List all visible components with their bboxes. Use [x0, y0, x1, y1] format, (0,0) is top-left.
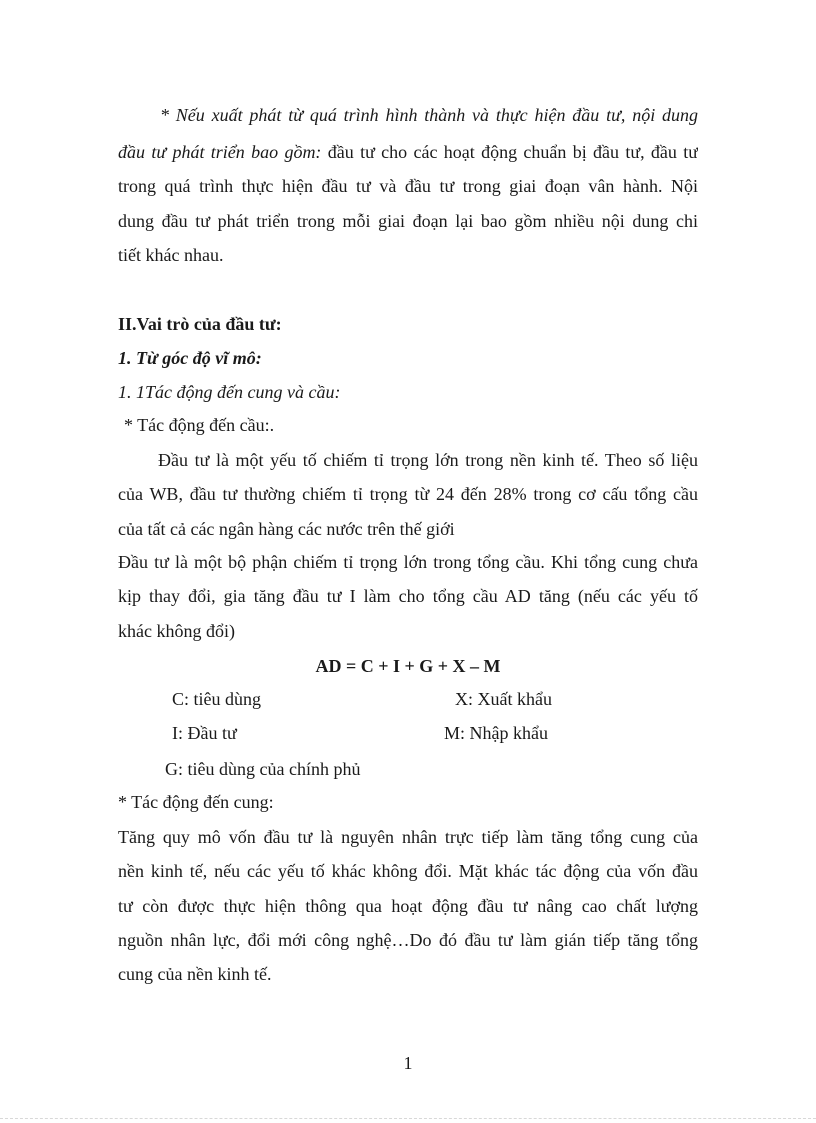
intro-line-3: trong quá trình thực hiện đầu tư và đầu tư trong giai đoạn vân hành. Nội — [118, 176, 698, 196]
intro-line-2-rest: đầu tư cho các hoạt động chuẩn bị đầu tư, đầu tư — [321, 142, 698, 162]
demand-para2-line-2: kịp thay đổi, gia tăng đầu tư I làm cho tổng cầu AD tăng (nếu các yếu tố — [118, 586, 698, 606]
intro-line-2-italic: đầu tư phát triển bao gồm: — [118, 142, 322, 162]
supply-para-line-4: nguồn nhân lực, đổi mới công nghệ…Do đó đầu tư làm gián tiếp tăng tổng — [118, 930, 698, 950]
demand-para1-line-3: của tất cả các ngân hàng các nước trên thế giới — [118, 519, 455, 539]
legend-m: M: Nhập khẩu — [444, 723, 548, 743]
demand-para2-line-3: khác không đổi) — [118, 621, 235, 641]
legend-c: C: tiêu dùng — [172, 689, 261, 709]
demand-para1-line-2: của WB, đầu tư thường chiếm tỉ trọng từ 24 đến 28% trong cơ cấu tổng cầu — [118, 484, 698, 504]
intro-line-2 — [118, 139, 698, 165]
subsection-heading: 1. Từ góc độ vĩ mô: — [118, 348, 262, 368]
demand-para2-line-1: Đầu tư là một bộ phận chiếm tỉ trọng lớn trong tổng cầu. Khi tổng cung chưa — [118, 552, 698, 572]
section-heading: II.Vai trò của đầu tư: — [118, 314, 282, 334]
subsubsection-heading: 1. 1Tác động đến cung và cầu: — [118, 382, 341, 402]
supply-para-line-3: tư còn được thực hiện thông qua hoạt động đầu tư nâng cao chất lượng — [118, 896, 698, 916]
intro-line-5: tiết khác nhau. — [118, 245, 224, 265]
intro-line-1: * Nếu xuất phát từ quá trình hình thành và thực hiện đầu tư, nội dung — [160, 105, 698, 125]
page-number: 1 — [403, 1053, 413, 1073]
supply-para-line-1: Tăng quy mô vốn đầu tư là nguyên nhân trực tiếp làm tăng tổng cung của — [118, 827, 698, 847]
intro-line-4: dung đầu tư phát triển trong mỗi giai đoạn lại bao gồm nhiều nội dung chi — [118, 211, 698, 231]
supply-label: * Tác động đến cung: — [118, 792, 274, 812]
demand-para1-line-1: Đầu tư là một yếu tố chiếm tỉ trọng lớn trong nền kinh tế. Theo số liệu — [158, 450, 698, 470]
legend-i: I: Đầu tư — [172, 723, 237, 743]
supply-para-line-2: nền kinh tế, nếu các yếu tố khác không đổi. Mặt khác tác động của vốn đầu — [118, 861, 698, 881]
legend-g: G: tiêu dùng của chính phủ — [165, 759, 361, 779]
legend-x: X: Xuất khẩu — [455, 689, 552, 709]
supply-para-line-5: cung của nền kinh tế. — [118, 964, 272, 984]
page-bottom-edge — [0, 1118, 816, 1119]
aggregate-demand-equation: AD = C + I + G + X – M — [315, 656, 501, 676]
demand-label: * Tác động đến cầu:. — [124, 415, 275, 435]
